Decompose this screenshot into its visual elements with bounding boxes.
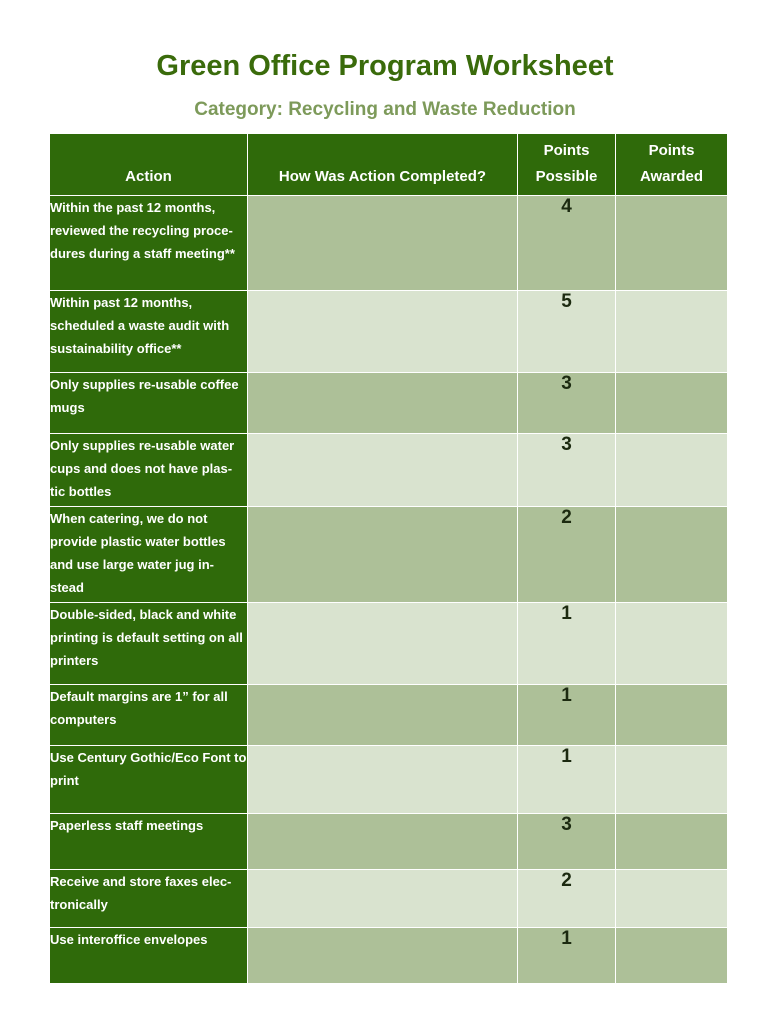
- table-row: [50, 373, 728, 434]
- header-points-awarded: [616, 134, 728, 196]
- table-row: [50, 507, 728, 603]
- how-completed-cell[interactable]: [248, 434, 518, 507]
- how-completed-cell[interactable]: [248, 373, 518, 434]
- how-completed-cell[interactable]: [248, 507, 518, 603]
- points-awarded-cell[interactable]: [616, 373, 728, 434]
- action-cell: Paperless staff meetings: [50, 814, 248, 870]
- action-cell: When catering, we do not provide plastic water bottles and use large water jug in-stead: [50, 507, 248, 603]
- how-completed-cell[interactable]: [248, 291, 518, 373]
- header-action: Action: [50, 134, 248, 196]
- action-cell: Receive and store faxes elec-tronically: [50, 870, 248, 928]
- action-cell: Use Century Gothic/Eco Font to print: [50, 746, 248, 814]
- points-awarded-cell[interactable]: [616, 870, 728, 928]
- points-possible-cell: 1: [518, 928, 616, 984]
- points-possible-cell: 2: [518, 507, 616, 603]
- header-points-possible: [518, 134, 616, 196]
- header-points-possible-label: Points Possible: [535, 142, 598, 185]
- action-cell: Within past 12 months, scheduled a waste audit with sustainability office**: [50, 291, 248, 373]
- points-possible-cell: 3: [518, 814, 616, 870]
- table-row: [50, 685, 728, 746]
- points-possible-cell: 1: [518, 746, 616, 814]
- table-row: [50, 928, 728, 984]
- points-awarded-cell[interactable]: [616, 928, 728, 984]
- table-row: [50, 434, 728, 507]
- points-possible-cell: 5: [518, 291, 616, 373]
- how-completed-cell[interactable]: [248, 746, 518, 814]
- header-points-awarded-label: Points Awarded: [639, 142, 704, 185]
- how-completed-cell[interactable]: [248, 603, 518, 685]
- table-row: [50, 746, 728, 814]
- action-cell: Within the past 12 months, reviewed the recycling proce-dures during a staff meeting**: [50, 196, 248, 291]
- how-completed-cell[interactable]: [248, 814, 518, 870]
- table-row: [50, 603, 728, 685]
- table-row: [50, 814, 728, 870]
- points-possible-cell: 1: [518, 685, 616, 746]
- points-possible-cell: 3: [518, 434, 616, 507]
- action-cell: Use interoffice envelopes: [50, 928, 248, 984]
- action-cell: Double-sided, black and white printing is default setting on all printers: [50, 603, 248, 685]
- points-awarded-cell[interactable]: [616, 746, 728, 814]
- action-cell: Only supplies re-usable coffee mugs: [50, 373, 248, 434]
- points-awarded-cell[interactable]: [616, 814, 728, 870]
- action-cell: Default margins are 1” for all computers: [50, 685, 248, 746]
- points-awarded-cell[interactable]: [616, 603, 728, 685]
- points-possible-cell: 2: [518, 870, 616, 928]
- header-row: [50, 134, 728, 196]
- points-possible-cell: 1: [518, 603, 616, 685]
- points-awarded-cell[interactable]: [616, 196, 728, 291]
- page-subtitle: Category: Recycling and Waste Reduction: [194, 99, 576, 120]
- action-cell: Only supplies re-usable water cups and does not have plas-tic bottles: [50, 434, 248, 507]
- points-awarded-cell[interactable]: [616, 291, 728, 373]
- points-awarded-cell[interactable]: [616, 685, 728, 746]
- how-completed-cell[interactable]: [248, 870, 518, 928]
- points-possible-cell: 3: [518, 373, 616, 434]
- table-row: [50, 870, 728, 928]
- page-title: Green Office Program Worksheet: [156, 50, 614, 82]
- points-awarded-cell[interactable]: [616, 434, 728, 507]
- worksheet-table: [49, 133, 728, 984]
- how-completed-cell[interactable]: [248, 685, 518, 746]
- points-possible-cell: 4: [518, 196, 616, 291]
- how-completed-cell[interactable]: [248, 928, 518, 984]
- header-how-completed: How Was Action Completed?: [248, 134, 518, 196]
- points-awarded-cell[interactable]: [616, 507, 728, 603]
- table-row: [50, 291, 728, 373]
- table-row: [50, 196, 728, 291]
- how-completed-cell[interactable]: [248, 196, 518, 291]
